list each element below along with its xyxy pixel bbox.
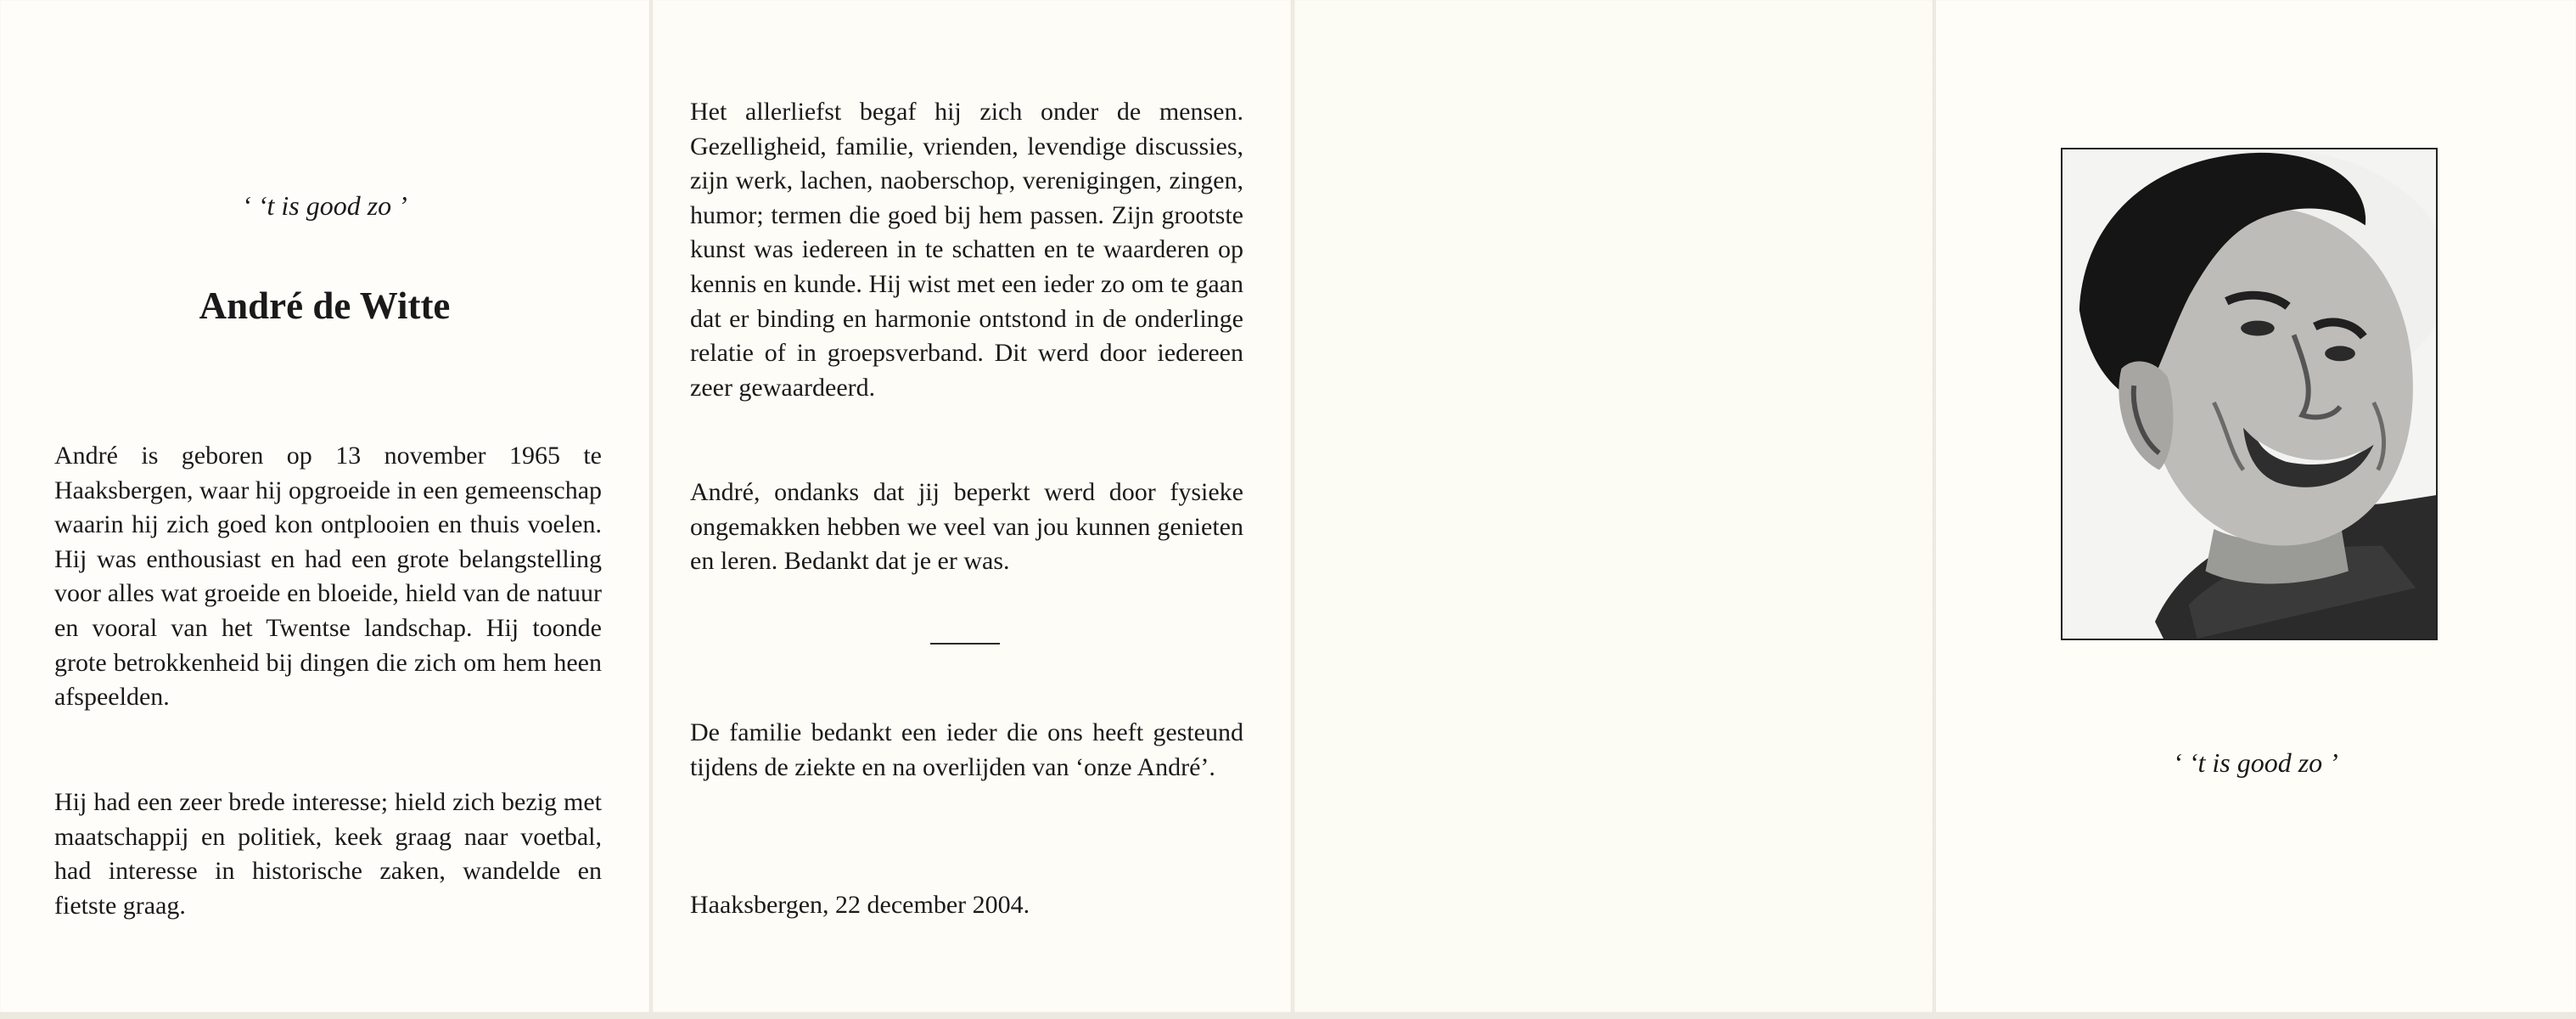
panel-left (0, 0, 649, 1012)
motto-left: ‘ ‘t is good zo ’ (242, 190, 407, 221)
panel-blank (1294, 0, 1933, 1012)
panel-second (653, 0, 1291, 1012)
biography-paragraph-4: André, ondanks dat jij beperkt werd door fysieke ongemakken hebben we veel van jou kunnen genieten en leren. Bedankt dat je er was. (690, 478, 1243, 576)
fold-line-1 (649, 0, 653, 1019)
biography-paragraph-3: Het allerliefst begaf hij zich onder de mensen. Gezelligheid, familie, vrienden, levendige discussies, zijn werk, lachen, naoberschop, verenigingen, zingen, humor; termen die goed bij hem passen. Zijn grootste kunst was iedereen in te schatten en te waarderen op kennis en kunde. Hij wist met een ieder zo om te gaan dat er binding en harmonie ontstond in de onderlinge relatie of in groepsverband. Dit werd door iedereen zeer gewaardeerd. (690, 98, 1243, 402)
fold-line-2 (1291, 0, 1294, 1019)
divider-line (930, 643, 1000, 645)
motto-right: ‘ ‘t is good zo ’ (2173, 747, 2338, 778)
card-bottom-edge (0, 1012, 2576, 1019)
thanks-paragraph: De familie bedankt een ieder die ons heeft gesteund tijdens de ziekte en na overlijden van ‘onze André’. (690, 718, 1243, 781)
fold-line-3 (1933, 0, 1936, 1019)
biography-paragraph-1: André is geboren op 13 november 1965 te Haaksbergen, waar hij opgroeide in een gemeenschap waarin hij zich goed kon ontplooien en thuis voelen. Hij was enthousiast en had een grote belangstelling voor alles wat groeide en bloeide, hield van de natuur en vooral van het Twentse landschap. Hij toonde grote betrokkenheid bij dingen die zich om hem heen afspeelden. (54, 442, 603, 712)
portrait-photo (2061, 148, 2438, 640)
place-date: Haaksbergen, 22 december 2004. (690, 891, 1030, 919)
biography-paragraph-2: Hij had een zeer brede interesse; hield zich bezig met maatschappij en politiek, keek graag naar voetbal, had interesse in historische zaken, wandelde en fietste graag. (54, 788, 602, 920)
deceased-name: André de Witte (199, 284, 451, 327)
